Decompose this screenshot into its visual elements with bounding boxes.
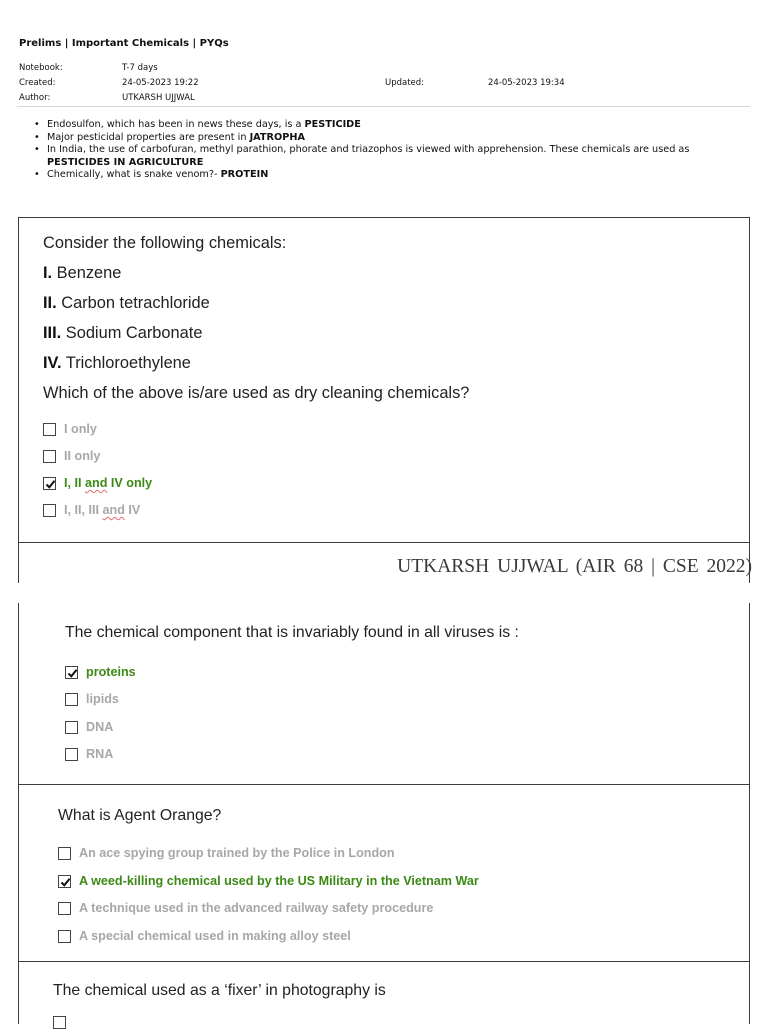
checkbox-unchecked-icon[interactable] [58,930,71,943]
sig-left-border [18,543,19,583]
checkbox-unchecked-icon[interactable] [65,748,78,761]
list-item [34,169,754,182]
note-text: Chemically, what is snake venom?- [47,169,221,180]
question-text: The chemical used as a ‘fixer’ in photography is [53,982,386,999]
option-label: A weed-killing chemical used by the US Military in the Vietnam War [79,874,479,888]
item-text: Carbon tetrachloride [56,294,210,312]
item-text: Trichloroethylene [61,354,191,372]
checkbox-unchecked-icon[interactable] [43,450,56,463]
checkbox-unchecked-icon[interactable] [58,847,71,860]
option-lipids[interactable] [65,692,119,706]
option-3[interactable] [58,901,433,915]
chemical-item [43,294,210,313]
option-label: An ace spying group trained by the Police in London [79,846,395,860]
item-number: III. [43,324,62,342]
question-text: What is Agent Orange? [58,807,222,824]
header-divider [17,106,750,107]
question-text: The chemical component that is invariably found in all viruses is : [65,624,519,641]
option-2[interactable] [43,449,100,463]
option-label: A technique used in the advanced railway safety procedure [79,901,434,915]
chemical-item [43,264,121,283]
card-divider [18,961,750,962]
meta-created [19,78,419,89]
option-label: RNA [86,747,114,761]
option-1[interactable] [43,422,97,436]
meta-notebook [19,63,419,74]
checkbox-checked-icon[interactable] [58,875,71,888]
option-label: DNA [86,720,114,734]
item-number: I. [43,264,53,282]
item-number: II. [43,294,57,312]
author-value: UTKARSH UJJWAL [122,93,195,103]
card4-left-border [18,961,19,1024]
meta-updated [385,78,685,89]
chemical-item [43,354,191,373]
option-1[interactable] [58,846,395,860]
option-dna[interactable] [65,720,113,734]
checkbox-unchecked-icon[interactable] [58,902,71,915]
option-label: I only [64,422,97,436]
card4-right-border [749,961,750,1024]
meta-author [19,93,419,104]
card2-right-border [749,603,750,785]
option-3[interactable] [43,476,152,490]
page-title: Prelims | Important Chemicals | PYQs [19,38,229,49]
checkbox-unchecked-icon[interactable] [53,1016,66,1029]
checkbox-unchecked-icon[interactable] [43,423,56,436]
item-text: Benzene [52,264,122,282]
updated-value: 24-05-2023 19:34 [488,78,565,88]
option-label: proteins [86,665,136,679]
updated-label: Updated: [385,78,425,88]
question-card-1 [18,217,750,543]
card-divider [18,784,750,785]
list-item [34,144,754,169]
checkbox-checked-icon[interactable] [65,666,78,679]
notebook-value: T-7 days [122,63,158,73]
option-rna[interactable] [65,747,113,761]
option-label: I, II and IV only [64,476,153,490]
option-label: lipids [86,692,119,706]
option-label: II only [64,449,101,463]
item-number: IV. [43,354,62,372]
option-4[interactable] [58,929,351,943]
note-text: Major pesticidal properties are present in [47,131,250,143]
notes-list [34,119,754,182]
list-item [34,132,754,145]
checkbox-unchecked-icon[interactable] [43,504,56,517]
author-label: Author: [19,93,51,103]
note-answer: PESTICIDE [304,119,361,130]
note-text: In India, the use of carbofuran, methyl parathion, phorate and triazophos is viewed with apprehension. These chemicals are used as [47,144,690,155]
checkbox-checked-icon[interactable] [43,477,56,490]
list-item [34,119,754,132]
created-label: Created: [19,78,56,88]
option-label: A special chemical used in making alloy steel [79,929,351,943]
note-answer: JATROPHA [249,131,305,143]
card2-left-border [18,603,19,785]
created-value: 24-05-2023 19:22 [122,78,199,88]
note-text: Endosulfon, which has been in news these days, is a [47,119,305,130]
option-proteins[interactable] [65,665,136,679]
option-1[interactable] [53,1016,74,1029]
author-signature: UTKARSH UJJWAL (AIR 68 | CSE 2022) [397,556,752,577]
chemical-item [43,324,202,343]
option-4[interactable] [43,503,140,517]
question-text: Which of the above is/are used as dry cleaning chemicals? [43,384,470,402]
item-text: Sodium Carbonate [61,324,203,342]
checkbox-unchecked-icon[interactable] [65,693,78,706]
option-2[interactable] [58,874,479,888]
note-answer: PESTICIDES IN AGRICULTURE [47,156,204,168]
option-label: I, II, III and IV [64,503,141,517]
card3-left-border [18,784,19,962]
note-answer: PROTEIN [220,169,269,180]
card3-right-border [749,784,750,962]
notebook-label: Notebook: [19,63,63,73]
question-intro: Consider the following chemicals: [43,234,287,252]
checkbox-unchecked-icon[interactable] [65,721,78,734]
